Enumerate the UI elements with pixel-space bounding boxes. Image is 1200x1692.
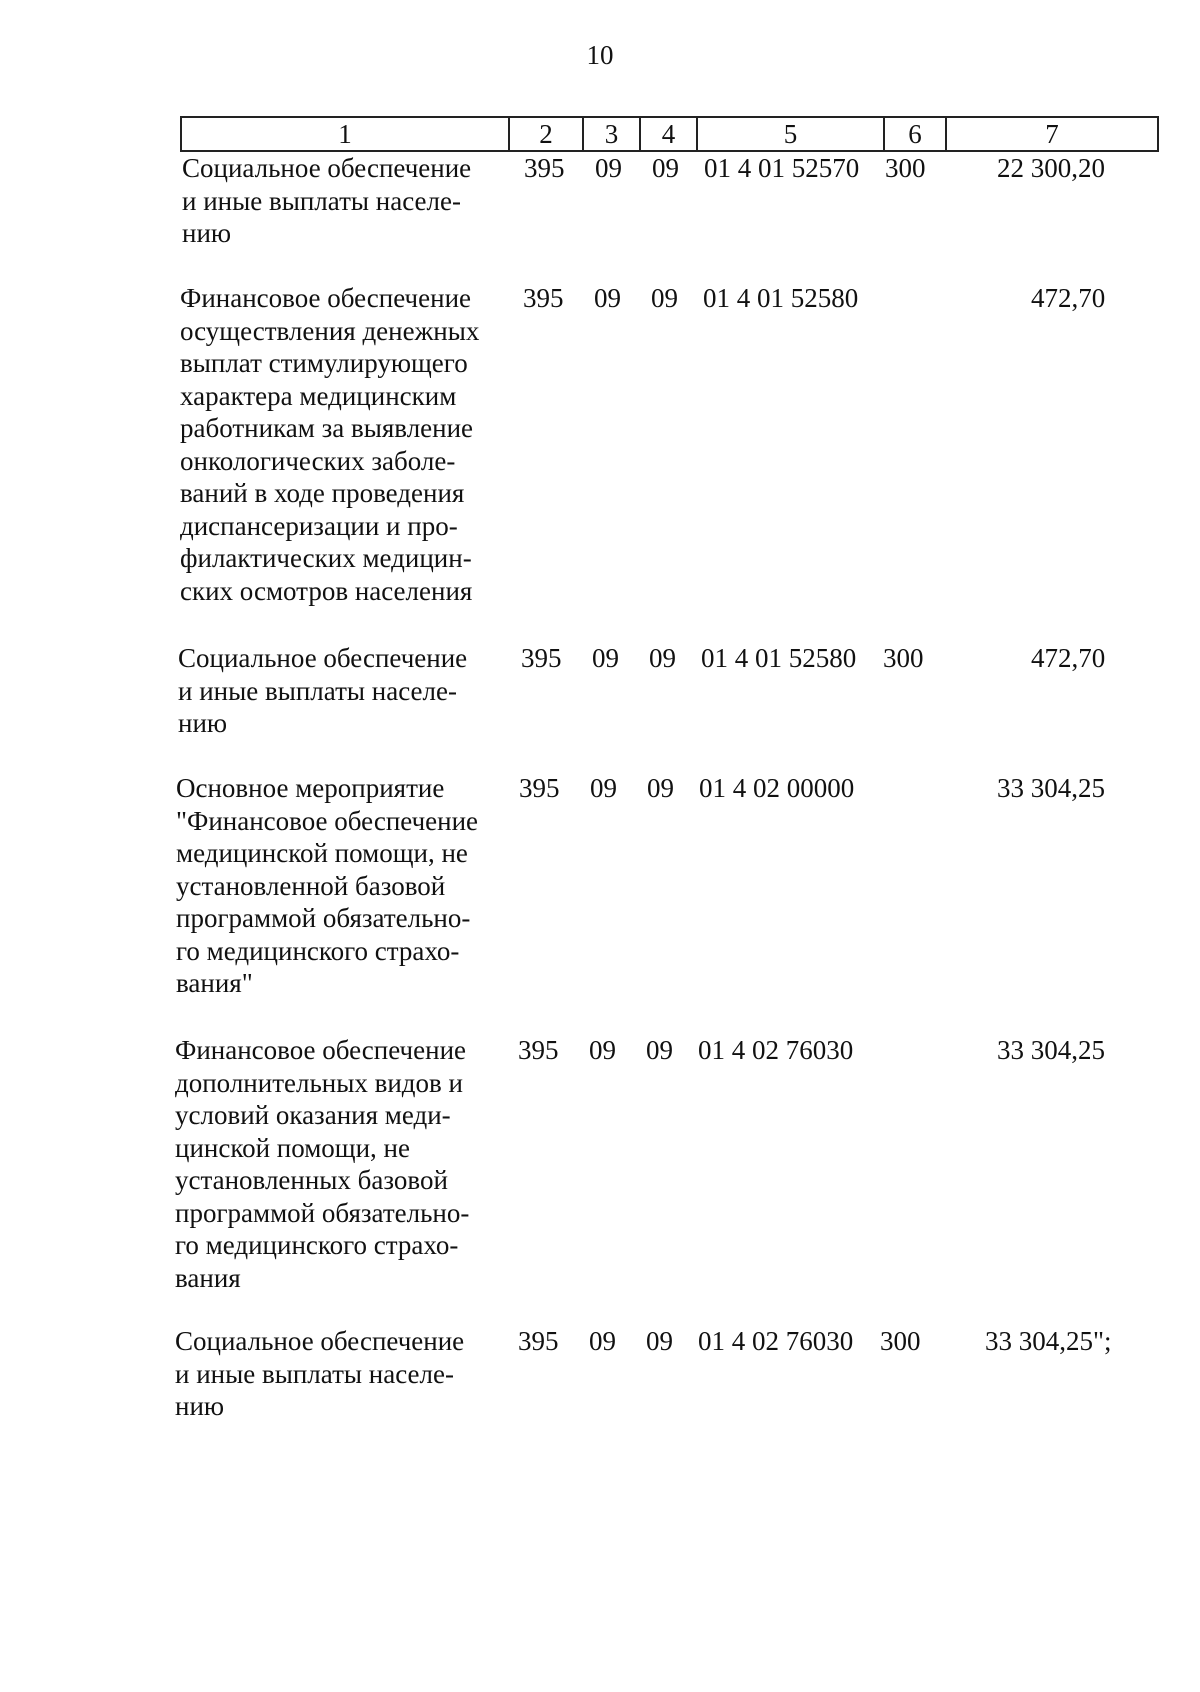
row-code-3: 09 [590,773,617,803]
row-description: Социальное обеспечение и иные выплаты населе- нию [178,643,468,738]
row-amount: 22 300,20 [997,153,1105,183]
row-code-2: 395 [519,773,560,803]
row-code-2: 395 [521,643,562,673]
row-code-5: 01 4 02 76030 [698,1326,854,1356]
row-amount: 472,70 [1031,643,1106,673]
row-code-2: 395 [518,1035,559,1065]
row-code-4: 09 [646,1326,673,1356]
row-code-3: 09 [589,1326,616,1356]
row-code-5: 01 4 02 76030 [698,1035,854,1065]
row-code-2: 395 [523,283,564,313]
row-code-6: 300 [883,643,924,673]
row-amount: 33 304,25 [997,1035,1105,1065]
row-description: Основное мероприятие "Финансовое обеспечение медицинской помощи, не установленной базовой программой обязательно- го медицинского страхо- вания" [176,773,479,998]
column-header-1: 1 [181,117,509,151]
row-code-5: 01 4 01 52580 [703,283,859,313]
row-description: Социальное обеспечение и иные выплаты населе- нию [175,1326,465,1421]
row-code-4: 09 [649,643,676,673]
row-code-3: 09 [594,283,621,313]
row-amount: 33 304,25 [997,773,1105,803]
row-code-4: 09 [647,773,674,803]
row-code-3: 09 [589,1035,616,1065]
column-header-2: 2 [509,117,583,151]
row-code-4: 09 [651,283,678,313]
column-header-4: 4 [640,117,697,151]
column-header-table [180,116,1159,152]
column-header-row [181,117,1158,151]
row-code-5: 01 4 02 00000 [699,773,855,803]
row-code-6: 300 [880,1326,921,1356]
row-code-2: 395 [518,1326,559,1356]
column-header-5: 5 [697,117,884,151]
row-description: Финансовое обеспечение осуществления денежных выплат стимулирующего характера медицинским работникам за выявление онкологических заболе- ваний в ходе проведения диспансеризации и про- филактических медицин- ских осмотров населения [180,283,480,606]
row-code-6: 300 [885,153,926,183]
row-description: Финансовое обеспечение дополнительных видов и условий оказания меди- цинской помощи, не установленных базовой программой обязательно- го медицинского страхо- вания [175,1035,470,1293]
row-amount: 33 304,25"; [985,1326,1112,1356]
row-code-3: 09 [595,153,622,183]
column-header-7: 7 [946,117,1158,151]
row-amount: 472,70 [1031,283,1106,313]
column-header-3: 3 [583,117,640,151]
column-header-6: 6 [884,117,946,151]
row-code-5: 01 4 01 52570 [704,153,860,183]
row-code-5: 01 4 01 52580 [701,643,857,673]
row-description: Социальное обеспечение и иные выплаты населе- нию [182,153,472,248]
page-number: 10 [586,40,614,70]
row-code-3: 09 [592,643,619,673]
row-code-4: 09 [646,1035,673,1065]
row-code-2: 395 [524,153,565,183]
row-code-4: 09 [652,153,679,183]
